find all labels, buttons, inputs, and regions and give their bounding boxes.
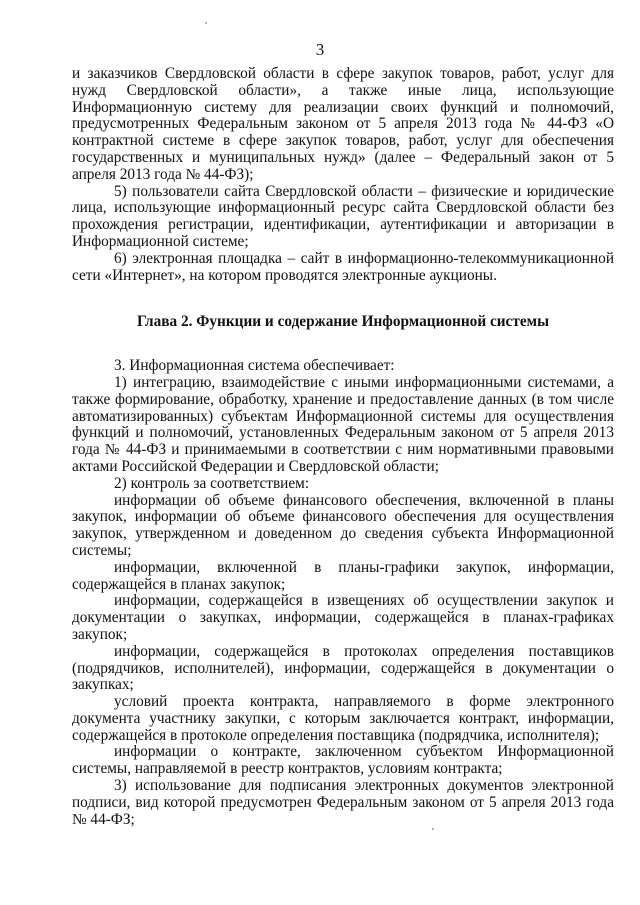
paragraph-clause-3: 3. Информационная система обеспечивает: [114, 357, 395, 375]
paragraph-continuation: и заказчиков Свердловской области в сфере закупок товаров, работ, услуг для нужд Свердловской области», а также иные лица, использующие Информационную систему для реализации своих функций и полномочий, предусмотренных Федеральным законом от 5 апреля 2013 года № 44-ФЗ «О контрактной системе в сфере закупок товаров, работ, услуг для обеспечения государственных и муниципальных нужд» (далее – Федеральный закон от 5 апреля 2013 года № 44-ФЗ); [72, 65, 614, 183]
paragraph-control-item: условий проекта контракта, направляемого в форме электронного документа участнику закупки, с которым заключается контракт, информации, содержащейся в протоколе определения поставщика (подрядчика, исполнителя); [72, 693, 614, 744]
paragraph-item-5: 5) пользователи сайта Свердловской области – физические и юридические лица, использующие информационный ресурс сайта Свердловской области без прохождения регистрации, идентификации, аутентификации и авторизации в Информационной системе; [72, 182, 614, 250]
scan-speck [205, 22, 207, 24]
paragraph-control-item: информации о контракте, заключенном субъектом Информационной системы, направляемой в реестр контрактов, условиям контракта; [72, 743, 614, 778]
paragraph-control-item: информации, содержащейся в извещениях об осуществлении закупок и документации о закупках, информации, содержащейся в планах-графиках закупок; [72, 592, 614, 643]
paragraph-subitem-1: 1) интеграцию, взаимодействие с иными информационными системами, а также формирование, обработку, хранение и предоставление данных (в том числе автоматизированных) субъектам Информационной системы для осуществления функций и полномочий, установленных Федеральным законом от 5 апреля 2013 года № 44-ФЗ и принимаемыми в соответствии с ним нормативными правовыми актами Российской Федерации и Свердловской области; [72, 373, 614, 475]
page-number: 3 [315, 40, 325, 59]
paragraph-item-6: 6) электронная площадка – сайт в информационно-телекоммуникационной сети «Интернет», на котором проводятся электронные аукционы. [72, 249, 614, 284]
document-body [72, 66, 614, 828]
paragraph-subitem-2: 2) контроль за соответствием: [114, 474, 310, 492]
paragraph-control-item: информации, включенной в планы-графики закупок, информации, содержащейся в планах закупок; [72, 558, 614, 593]
paragraph-subitem-3: 3) использование для подписания электронных документов электронной подписи, вид которой предусмотрен Федеральным законом от 5 апреля 2013 года № 44-ФЗ; [72, 777, 614, 828]
chapter-heading: Глава 2. Функции и содержание Информационной системы [136, 313, 550, 331]
paragraph-control-item: информации, содержащейся в протоколах определения поставщиков (подрядчиков, исполнителей), информации, содержащейся в документации о закупках; [72, 642, 614, 694]
paragraph-control-item: информации об объеме финансового обеспечения, включенной в планы закупок, информации об объеме финансового обеспечения для осуществления закупок, утвержденном и доведенном до сведения субъекта Информационной системы; [72, 491, 614, 559]
